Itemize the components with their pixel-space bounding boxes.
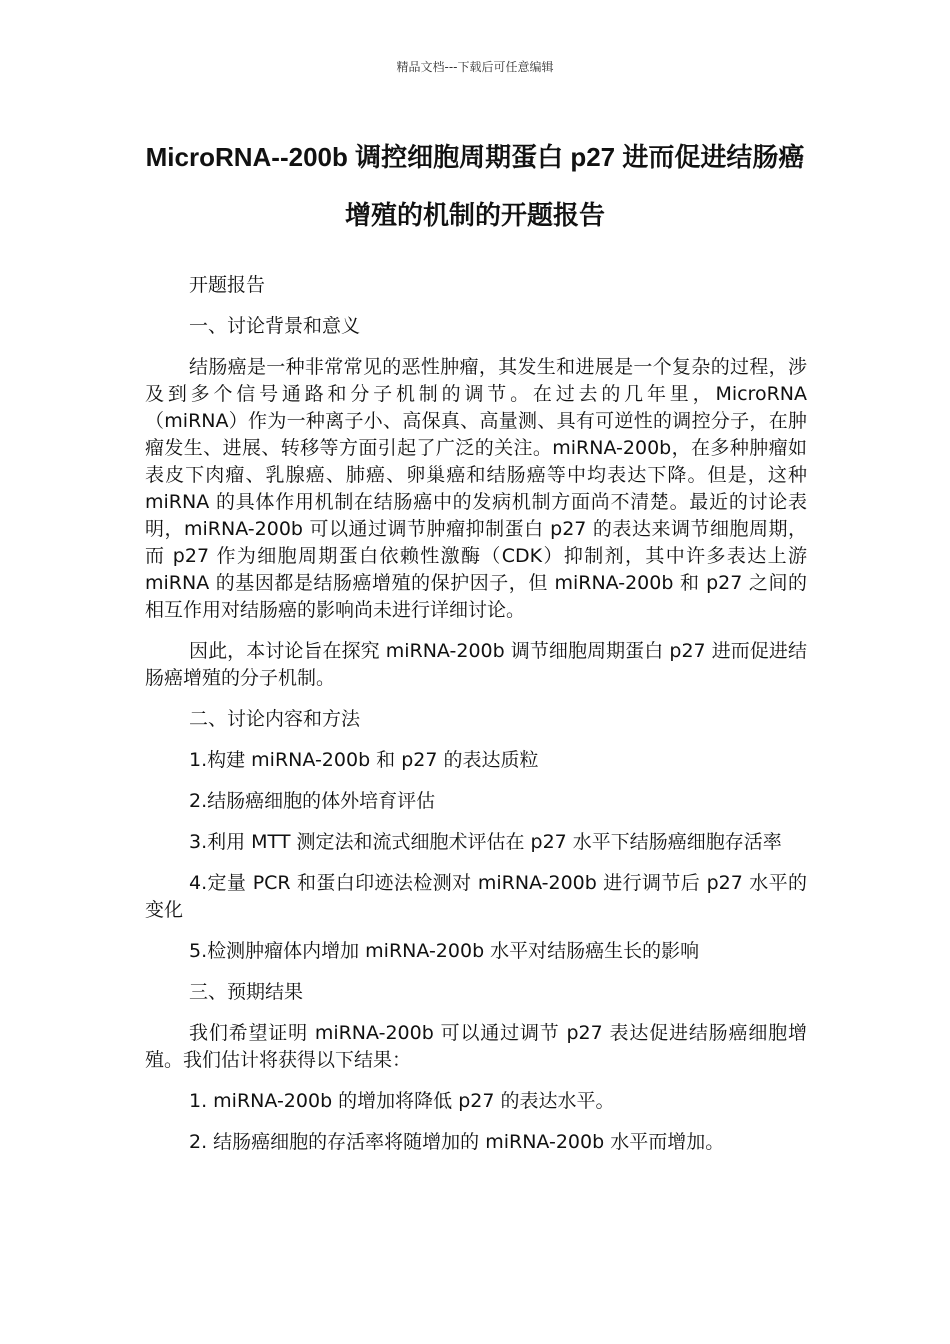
document-body [145, 272, 807, 1170]
result-item-2: 2. 结肠癌细胞的存活率将随增加的 miRNA-200b 水平而增加。 [189, 1131, 725, 1153]
method-item-5: 5.检测肿瘤体内增加 miRNA-200b 水平对结肠癌生长的影响 [189, 940, 700, 962]
method-item-3: 3.利用 MTT 测定法和流式细胞术评估在 p27 水平下结肠癌细胞存活率 [189, 831, 782, 853]
result-item-1: 1. miRNA-200b 的增加将降低 p27 的表达水平。 [189, 1090, 615, 1112]
method-item-1: 1.构建 miRNA-200b 和 p27 的表达质粒 [189, 749, 539, 771]
paragraph-report-label: 开题报告 [189, 274, 266, 296]
heading-expected-results: 三、预期结果 [189, 981, 304, 1003]
paragraph-aim: 因此，本讨论旨在探究 miRNA-200b 调节细胞周期蛋白 p27 进而促进结肠癌增殖的分子机制。 [145, 640, 807, 689]
method-item-4: 4.定量 PCR 和蛋白印迹法检测对 miRNA-200b 进行调节后 p27 水平的变化 [145, 872, 807, 921]
paragraph-expected-intro: 我们希望证明 miRNA-200b 可以通过调节 p27 表达促进结肠癌细胞增殖。我们估计将获得以下结果： [145, 1022, 807, 1071]
heading-background: 一、讨论背景和意义 [189, 315, 361, 337]
method-item-2: 2.结肠癌细胞的体外培育评估 [189, 790, 436, 812]
heading-methods: 二、讨论内容和方法 [189, 708, 361, 730]
paragraph-background: 结肠癌是一种非常常见的恶性肿瘤，其发生和进展是一个复杂的过程，涉及到多个信号通路和分子机制的调节。在过去的几年里，MicroRNA （miRNA）作为一种离子小、高保真、高量测、具有可逆性的调控分子，在肿瘤发生、进展、转移等方面引起了广泛的关注。miRNA-200b，在多种肿瘤如表皮下肉瘤、乳腺癌、肺癌、卵巢癌和结肠癌等中均表达下降。但是，这种 miRNA 的具体作用机制在结肠癌中的发病机制方面尚不清楚。最近的讨论表明，miRNA-200b 可以通过调节肿瘤抑制蛋白 p27 的表达来调节细胞周期，而 p27 作为细胞周期蛋白依赖性激酶（CDK）抑制剂，其中许多表达上游 miRNA 的基因都是结肠癌增殖的保护因子，但 miRNA-200b 和 p27 之间的相互作用对结肠癌的影响尚未进行详细讨论。 [145, 356, 807, 621]
header-note: 精品文档---下载后可任意编辑 [396, 60, 554, 74]
document-title: MicroRNA--200b 调控细胞周期蛋白 p27 进而促进结肠癌增殖的机制的开题报告 [145, 142, 805, 230]
